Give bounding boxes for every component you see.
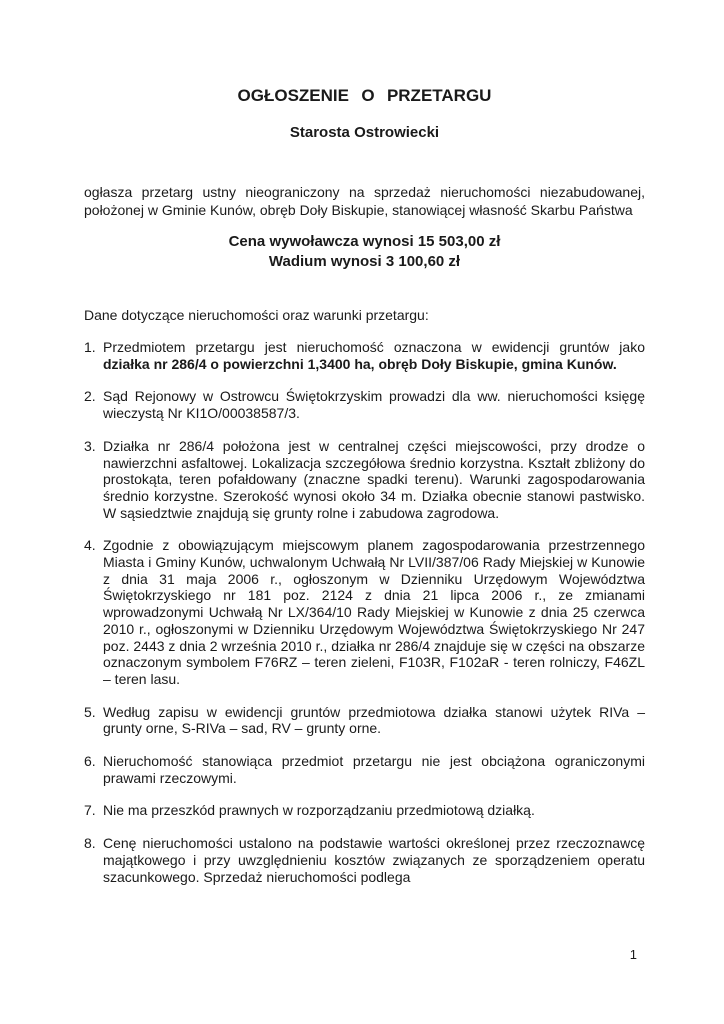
list-item-text: Nieruchomość stanowiąca przedmiot przetargu nie jest obciążona ograniczonymi prawami rzeczowymi. xyxy=(103,753,645,786)
list-item-text: Według zapisu w ewidencji gruntów przedmiotowa działka stanowi użytek RIVa – grunty orne, S-RIVa – sad, RV – grunty orne. xyxy=(103,703,645,737)
list-item-number: 2. xyxy=(84,388,96,405)
list-item xyxy=(84,438,645,522)
list-item-number: 1. xyxy=(84,339,96,355)
list-item-number: 3. xyxy=(84,437,96,454)
deposit-line: Wadium wynosi 3 100,60 zł xyxy=(268,253,461,270)
list-item-number: 7. xyxy=(84,802,96,819)
list-item-text: Zgodnie z obowiązującym miejscowym planem zagospodarowania przestrzennego Miasta i Gminy Kunów, uchwalonym Uchwałą Nr LVII/387/06 Rady Miejskiej w Kunowie z dnia 31 maja 2006 r., ogłoszonym w Dzienniku Urzędowym Województwa Świętokrzyskiego nr 181 poz. 2124 z dnia 21 lipca 2006 r., ze zmianami wprowadzonymi Uchwałą Nr LX/364/10 Rady Miejskiej w Kunowie z dnia 25 czerwca 2010 r., ogłoszonymi w Dzienniku Urzędowym Województwa Świętokrzyskiego Nr 247 poz. 2443 z dnia 2 września 2010 r., działka nr 286/4 znajduje się w części na obszarze oznaczonym symbolem F76RZ – teren zieleni, F103R, F102aR - teren rolniczy, F46ZL – teren lasu. xyxy=(103,537,645,687)
list-item xyxy=(84,753,645,786)
list-item xyxy=(84,537,645,687)
price-line: Cena wywoławcza wynosi 15 503,00 zł xyxy=(228,233,501,250)
page-number: 1 xyxy=(629,947,637,962)
list-item-text: Sąd Rejonowy w Ostrowcu Świętokrzyskim prowadzi dla ww. nieruchomości księgę wieczystą Nr KI1O/00038587/3. xyxy=(103,388,645,422)
tender-conditions-list xyxy=(84,339,645,885)
list-item xyxy=(84,704,645,737)
list-item-text: Działka nr 286/4 położona jest w centralnej części miejscowości, przy drodze o nawierzchni asfaltowej. Lokalizacja szczegółowa średnio korzystna. Kształt zbliżony do prostokąta, teren pofałdowany (znaczne spadki terenu). Warunki zagospodarowania średnio korzystne. Szerokość wynosi około 34 m. Działka obecnie stanowi pastwisko. W sąsiedztwie znajdują się grunty rolne i zabudowa zagrodowa. xyxy=(103,437,645,521)
list-item-text: Cenę nieruchomości ustalono na podstawie wartości określonej przez rzeczoznawcę majątkowego i przy uwzględnieniu kosztów związanych ze sporządzeniem operatu szacunkowego. Sprzedaż nieruchomości podlega xyxy=(103,835,645,885)
list-item-text-bold: działka nr 286/4 o powierzchni 1,3400 ha, obręb Doły Biskupie, gmina Kunów. xyxy=(103,355,617,372)
list-item-number: 4. xyxy=(84,537,96,554)
list-item-number: 8. xyxy=(84,835,96,852)
list-item-text-normal: Przedmiotem przetargu jest nieruchomość oznaczona w ewidencji gruntów jako xyxy=(103,339,645,355)
list-item-text: Nie ma przeszkód prawnych w rozporządzaniu przedmiotową działką. xyxy=(103,802,535,819)
intro-paragraph: ogłasza przetarg ustny nieograniczony na sprzedaż nieruchomości niezabudowanej, położonej w Gminie Kunów, obręb Doły Biskupie, stanowiącej własność Skarbu Państwa xyxy=(84,184,645,218)
list-item xyxy=(84,339,645,372)
section-heading: Dane dotyczące nieruchomości oraz warunki przetargu: xyxy=(84,307,429,323)
document-title: OGŁOSZENIE O PRZETARGU xyxy=(237,86,492,105)
list-item xyxy=(84,388,645,421)
list-item xyxy=(84,835,645,885)
list-item-number: 5. xyxy=(84,703,96,720)
list-item-text xyxy=(103,339,645,372)
document-subtitle: Starosta Ostrowiecki xyxy=(289,124,440,141)
price-block xyxy=(84,232,645,272)
list-item xyxy=(84,802,645,819)
list-item-number: 6. xyxy=(84,753,96,770)
